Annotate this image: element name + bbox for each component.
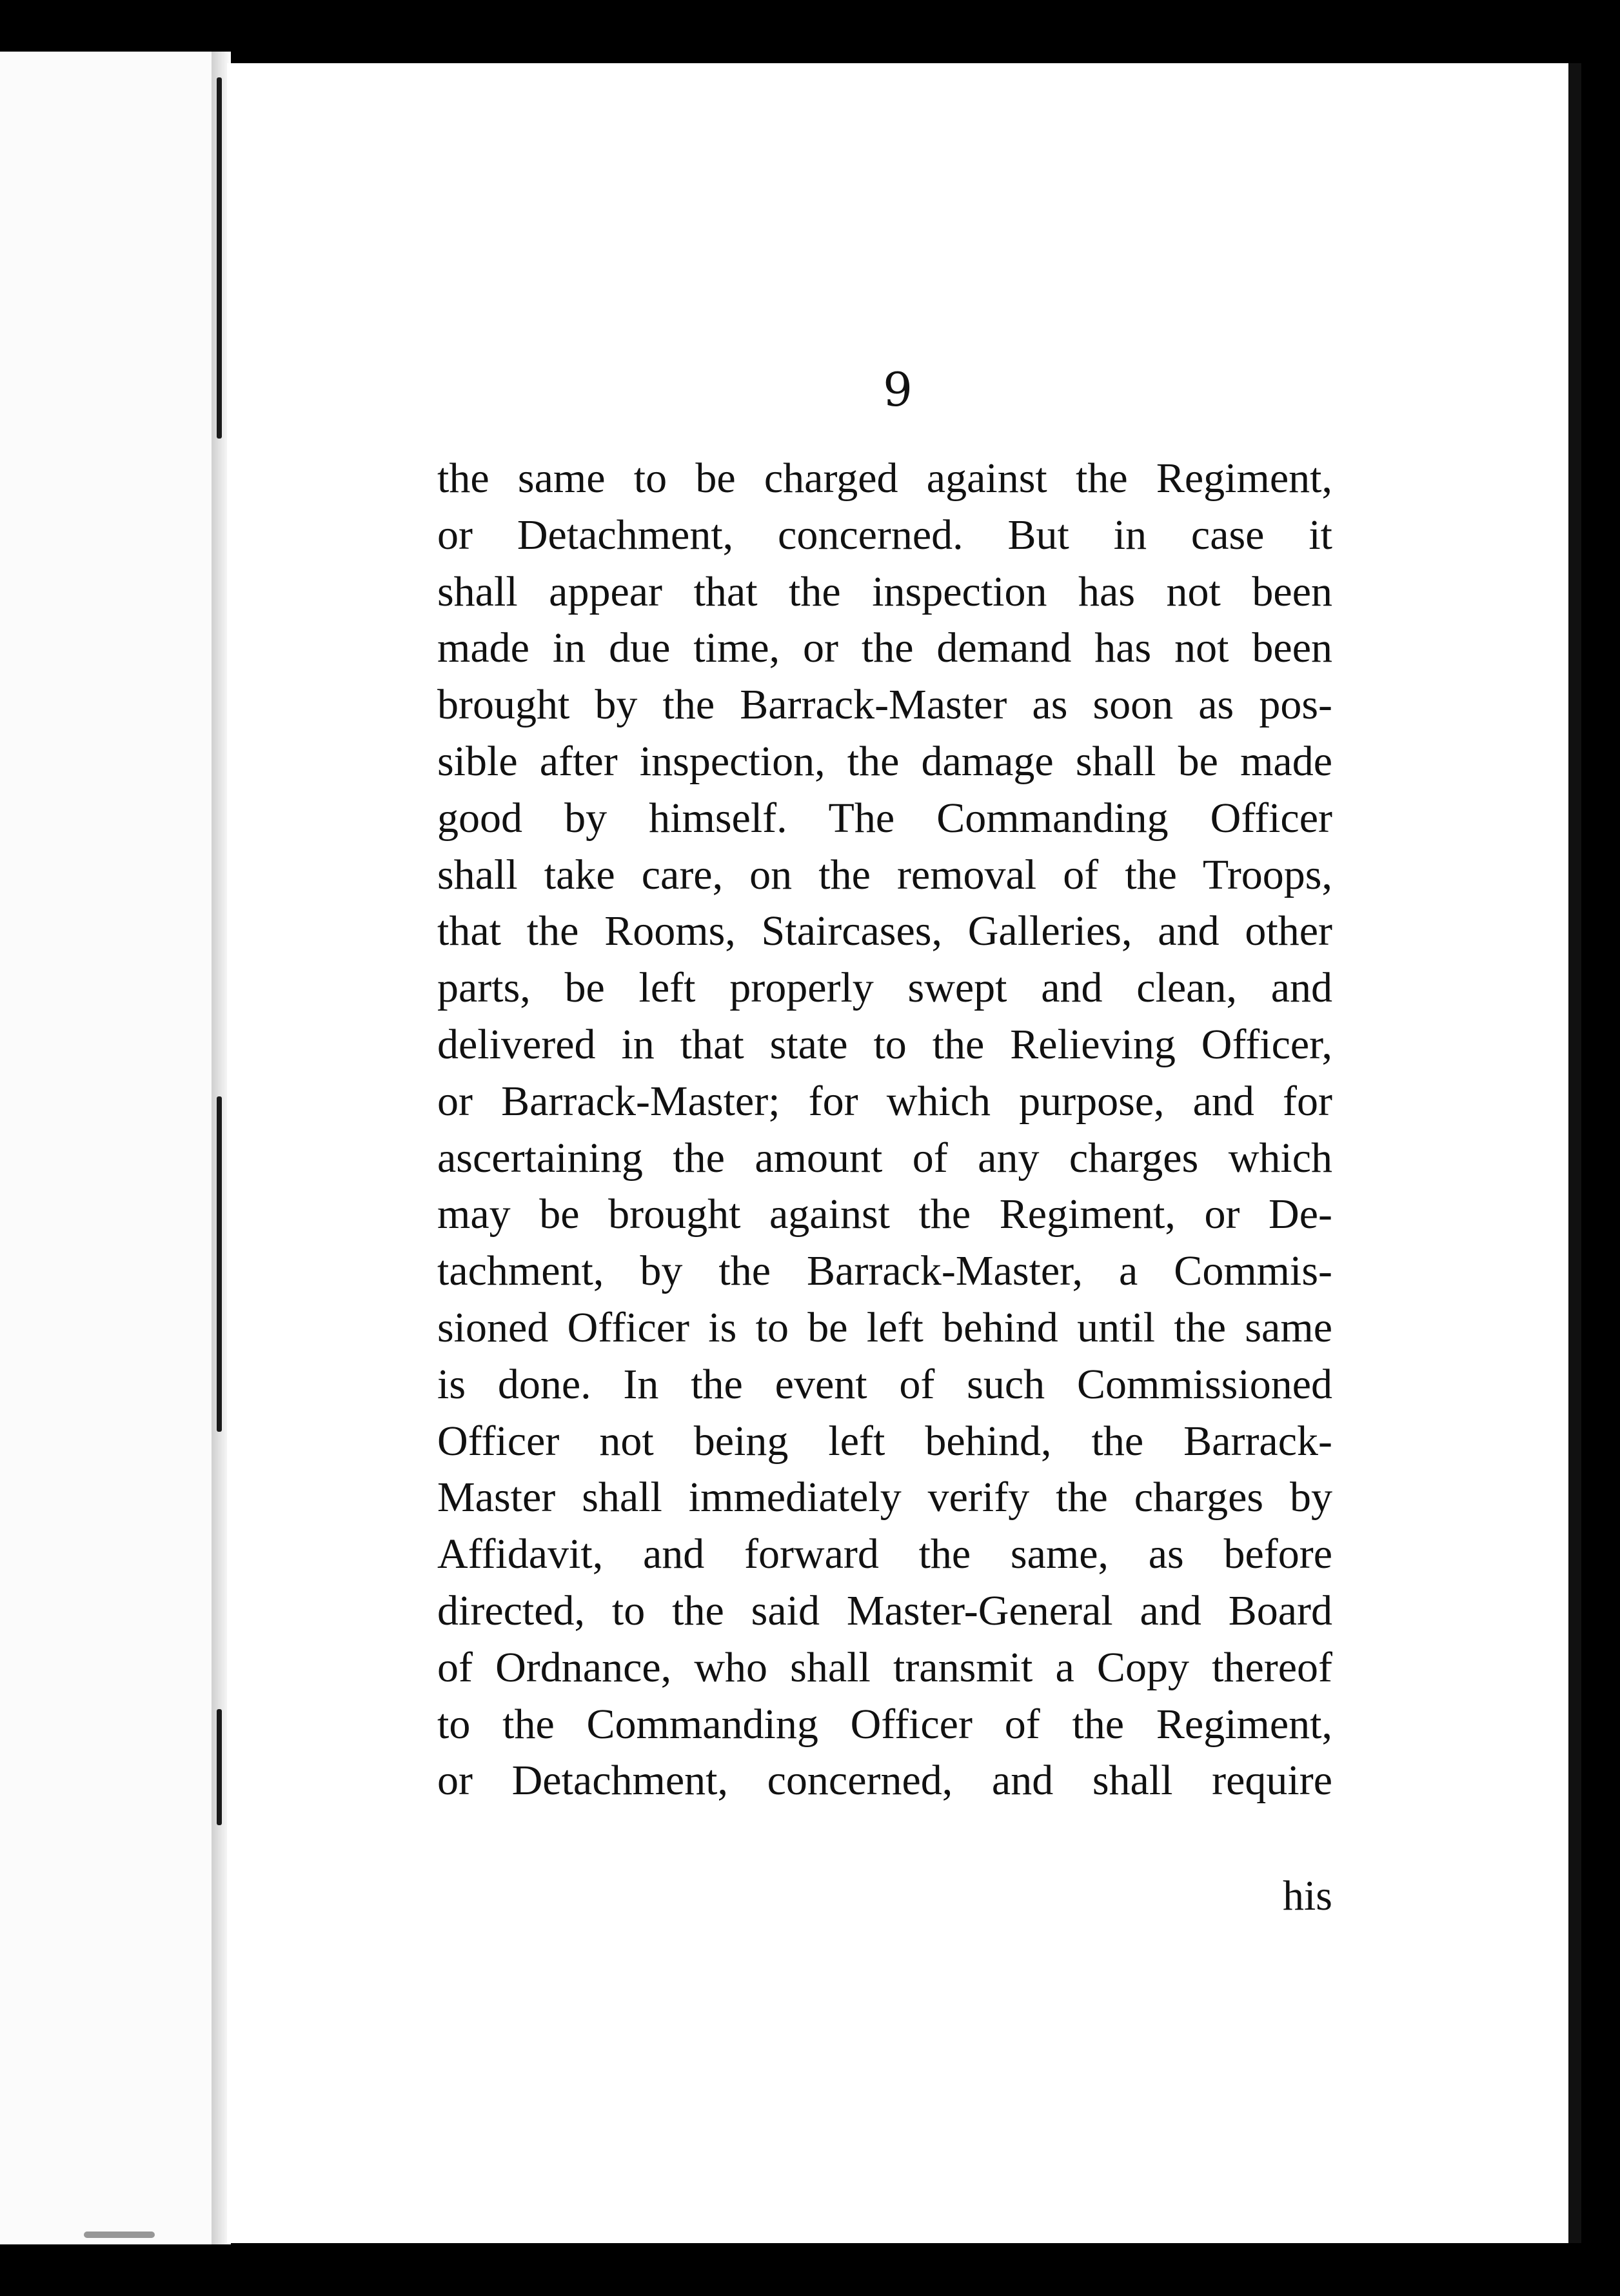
text-line: that the Rooms, Staircases, Galleries, and other	[437, 907, 1332, 955]
text-line: Master shall immediately verify the charges by	[437, 1474, 1332, 1521]
text-line: parts, be left properly swept and clean, and	[437, 964, 1332, 1012]
catchword: his	[1282, 1872, 1332, 1919]
text-line: good by himself. The Commanding Officer	[437, 794, 1332, 842]
text-line: Affidavit, and forward the same, as before	[437, 1530, 1332, 1578]
text-line: directed, to the said Master-General and Board	[437, 1587, 1332, 1634]
text-line: of Ordnance, who shall transmit a Copy thereof	[437, 1643, 1332, 1691]
text-line: the same to be charged against the Regiment,	[437, 455, 1332, 502]
text-line: is done. In the event of such Commissioned	[437, 1360, 1332, 1408]
page-number: 9	[883, 362, 913, 417]
text-line: shall take care, on the removal of the Troops,	[437, 851, 1332, 898]
text-line: tachment, by the Barrack-Master, a Commis-	[437, 1247, 1332, 1295]
text-line: brought by the Barrack-Master as soon as pos-	[437, 681, 1332, 729]
text-line: sible after inspection, the damage shall be made	[437, 737, 1332, 785]
text-line: delivered in that state to the Relieving Officer,	[437, 1020, 1332, 1068]
binding-mark	[217, 77, 222, 439]
text-line: may be brought against the Regiment, or De-	[437, 1191, 1332, 1238]
text-line: or Detachment, concerned, and shall require	[437, 1757, 1332, 1805]
scan-smudge	[84, 2232, 155, 2238]
left-page-blank	[0, 52, 222, 2244]
text-line: ascertaining the amount of any charges which	[437, 1134, 1332, 1182]
text-line: or Detachment, concerned. But in case it	[437, 511, 1332, 559]
binding-mark	[217, 1709, 222, 1825]
binding-mark	[217, 1096, 222, 1432]
text-line: or Barrack-Master; for which purpose, and for	[437, 1077, 1332, 1125]
text-line: to the Commanding Officer of the Regiment,	[437, 1700, 1332, 1748]
body-text	[437, 450, 1332, 1809]
text-line: sioned Officer is to be left behind until the same	[437, 1303, 1332, 1351]
right-page	[227, 63, 1568, 2243]
text-line: made in due time, or the demand has not been	[437, 624, 1332, 672]
text-line: Officer not being left behind, the Barrack-	[437, 1417, 1332, 1465]
page-edge-shadow	[1568, 63, 1581, 2243]
text-line: shall appear that the inspection has not been	[437, 568, 1332, 615]
